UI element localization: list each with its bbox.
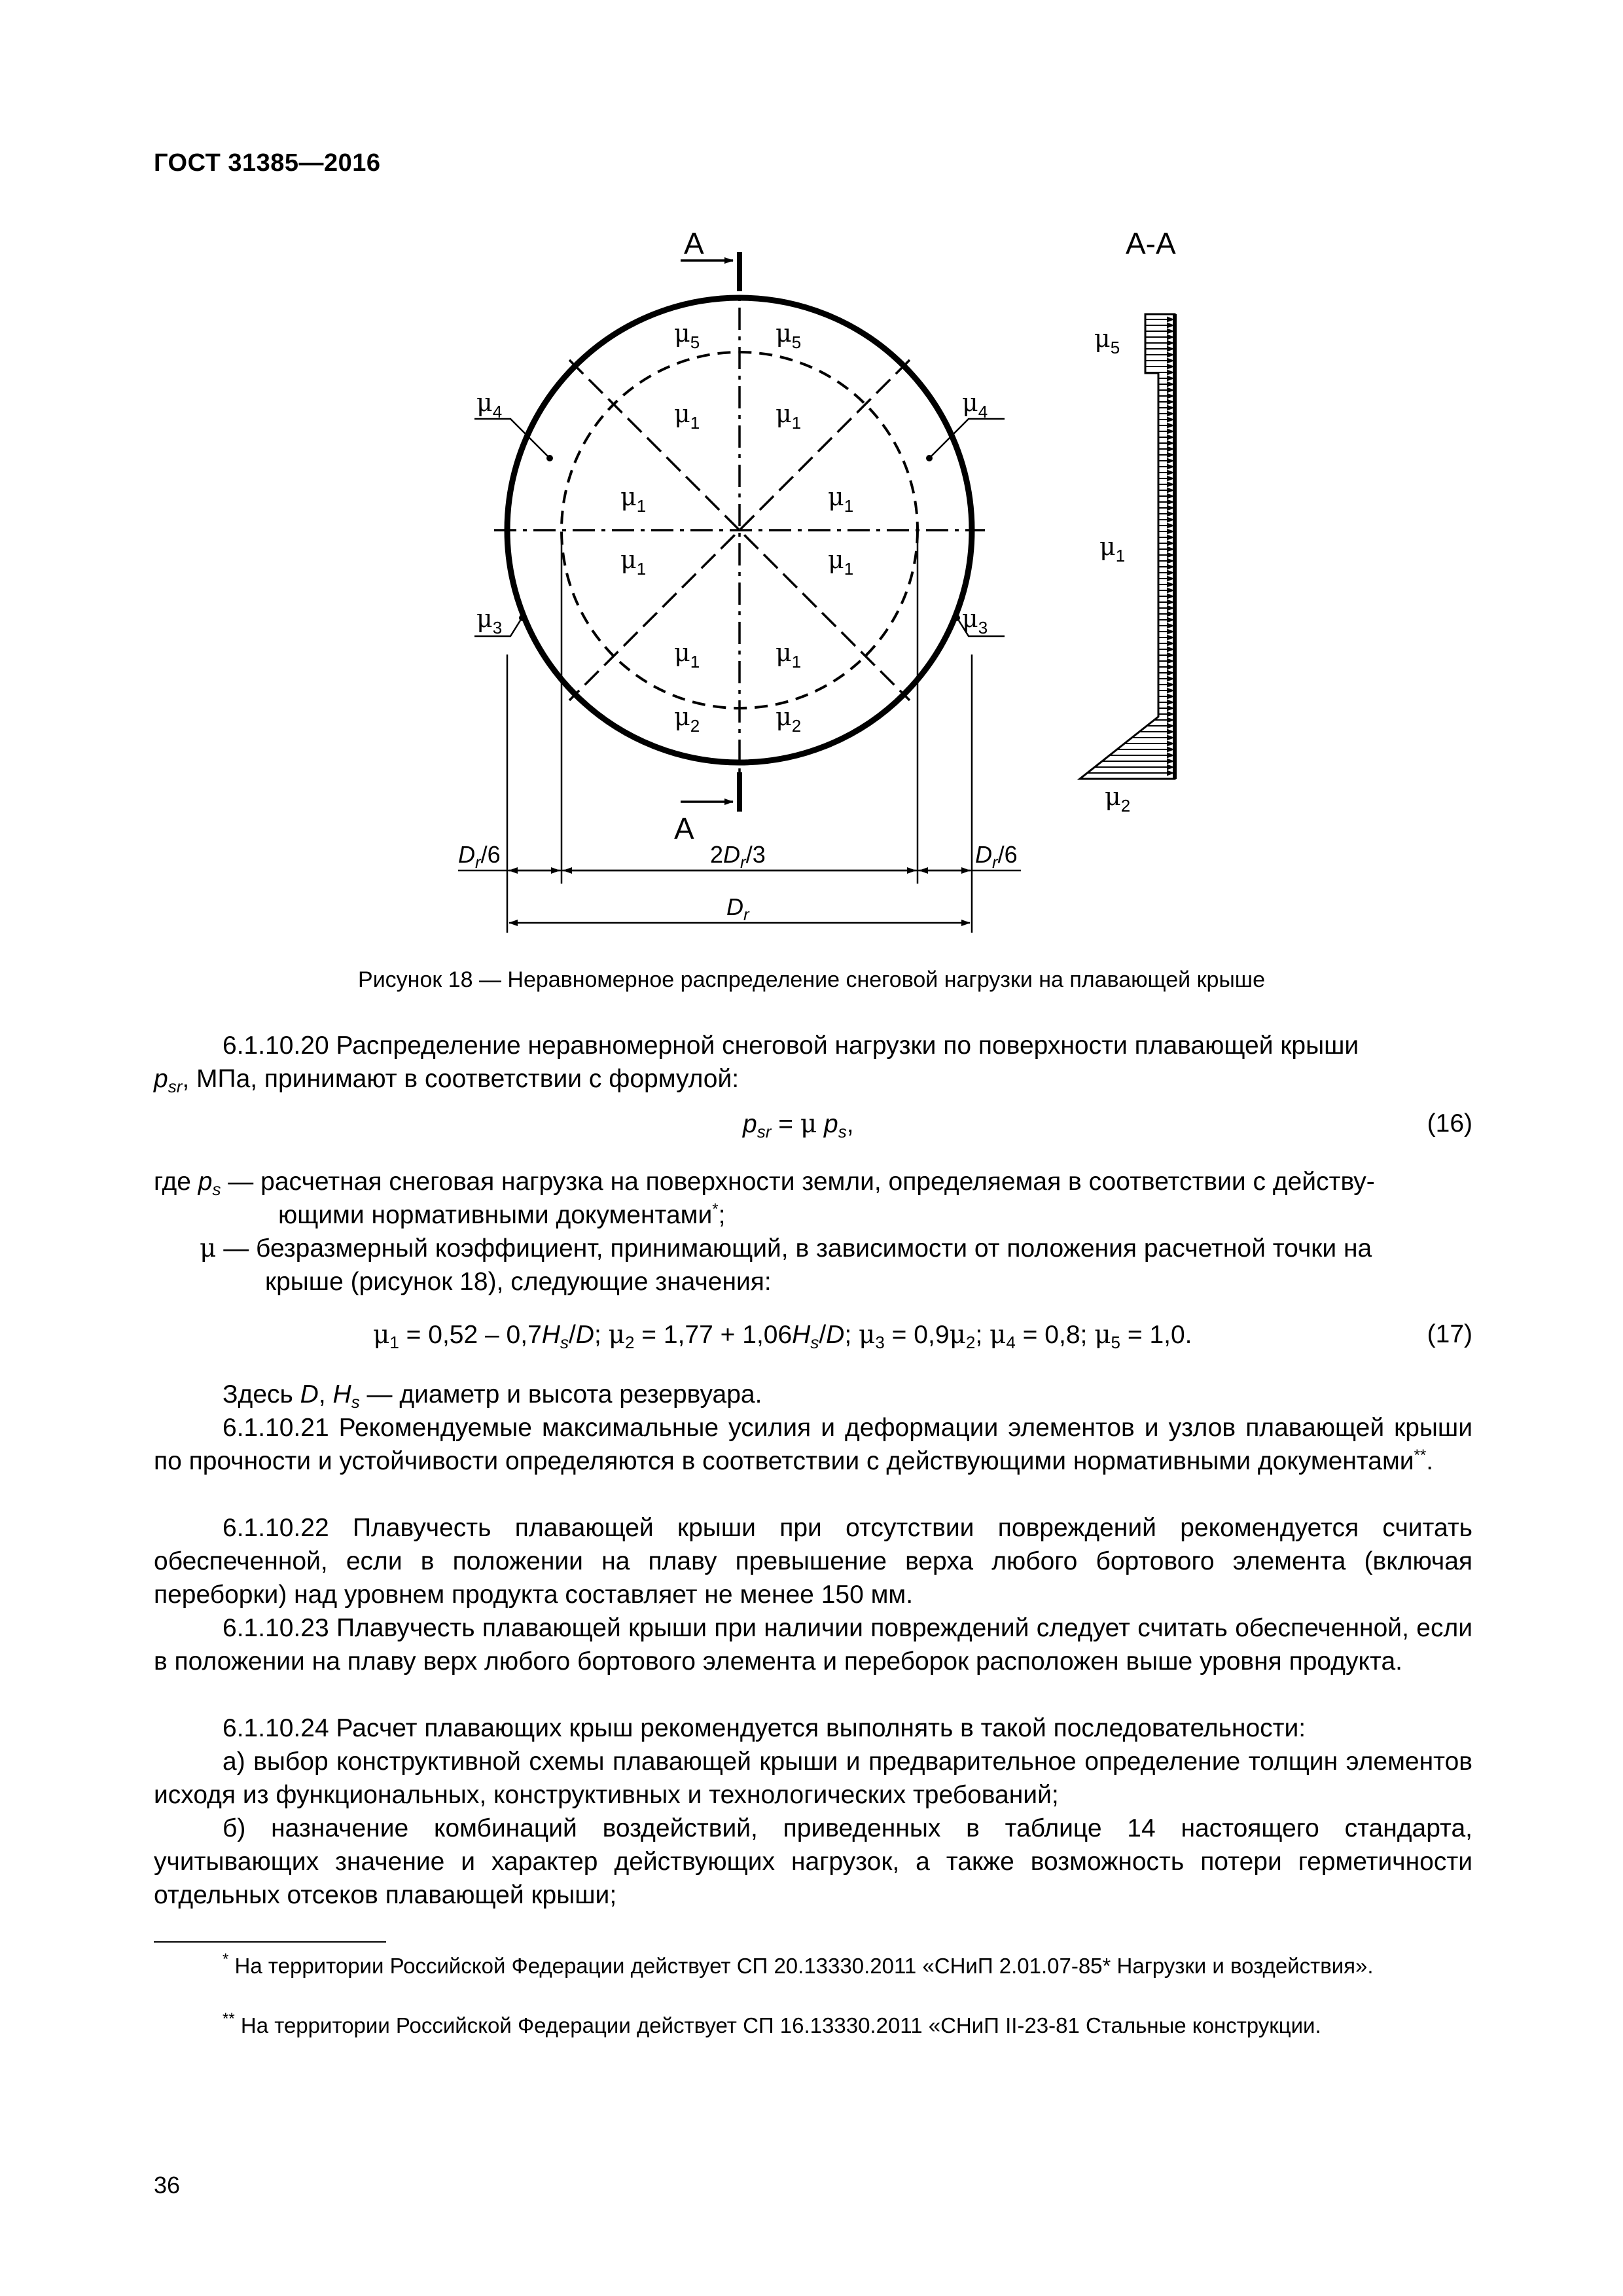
load-arrow-head bbox=[1168, 518, 1173, 522]
label-mu1-right-lower: $\mu_1$ bbox=[828, 545, 854, 579]
section-label-a-top: А bbox=[684, 226, 704, 260]
label-mu1-left-lower: $\mu_1$ bbox=[620, 545, 647, 579]
paragraph-6-1-10-20: 6.1.10.20 Распределение неравномерной снеговой нагрузки по поверхности плавающей крыши $p_{sr}$, МПа, принимают в соответствии с формулой: bbox=[154, 1031, 1359, 1096]
load-arrow-head bbox=[1168, 759, 1173, 763]
load-arrow-head bbox=[1168, 347, 1173, 351]
load-arrow-head bbox=[1168, 600, 1173, 604]
label-mu3-right: $\mu_3$ bbox=[962, 604, 988, 637]
load-arrow-head bbox=[1168, 429, 1173, 433]
load-arrow-head bbox=[1168, 559, 1173, 563]
load-arrow-head bbox=[1168, 706, 1173, 710]
where-mu: μ — безразмерный коэффициент, принимающий, в зависимости от положения расчетной точки на bbox=[200, 1234, 1372, 1263]
label-mu1-top-left: $\mu_1$ bbox=[674, 399, 700, 433]
load-arrow-head bbox=[1168, 641, 1173, 645]
load-arrow-head bbox=[1168, 671, 1173, 675]
figure-18-drawing bbox=[0, 0, 1623, 949]
load-arrow-head bbox=[1168, 323, 1173, 327]
load-arrow-head bbox=[1168, 482, 1173, 486]
section-label-mu2: $\mu_2$ bbox=[1105, 782, 1131, 816]
load-arrow-head bbox=[1168, 742, 1173, 745]
paragraph-here: Здесь D, $H_s$ — диаметр и высота резервуара. bbox=[223, 1380, 762, 1412]
load-arrow-head bbox=[1168, 771, 1173, 775]
figure-caption: Рисунок 18 — Неравномерное распределение снеговой нагрузки на плавающей крыше bbox=[358, 967, 1265, 992]
load-arrow-head bbox=[1168, 406, 1173, 410]
label-mu1-top-right: $\mu_1$ bbox=[776, 399, 802, 433]
label-mu4-left: $\mu_4$ bbox=[476, 388, 503, 422]
list-item-b: б) назначение комбинаций воздействий, приведенных в таблице 14 настоящего стандарта, учитывающих значение и характер действующих нагрузок, а также возможность потери герметичности отдельных отсеков плавающей крыши; bbox=[154, 1814, 1472, 1909]
load-arrow-head bbox=[1168, 683, 1173, 687]
load-arrow-head bbox=[1168, 612, 1173, 616]
load-arrow-head bbox=[1168, 594, 1173, 598]
load-arrow-head bbox=[1168, 365, 1173, 368]
load-arrow-head bbox=[1168, 647, 1173, 651]
load-arrow-head bbox=[1168, 553, 1173, 557]
load-arrow-head bbox=[1168, 471, 1173, 475]
load-arrow-head bbox=[1168, 524, 1173, 528]
load-arrow-head bbox=[1168, 335, 1173, 339]
load-arrow-head bbox=[1168, 529, 1173, 533]
section-title: А-А bbox=[1126, 226, 1176, 260]
load-arrow-head bbox=[1168, 700, 1173, 704]
load-arrow-head bbox=[1168, 412, 1173, 416]
load-arrow-head bbox=[1168, 547, 1173, 551]
load-arrow-head bbox=[1168, 370, 1173, 374]
leader-mu4-left bbox=[474, 419, 550, 458]
load-arrow-head bbox=[1168, 512, 1173, 516]
load-arrow-head bbox=[1168, 476, 1173, 480]
load-arrow-head bbox=[1168, 359, 1173, 363]
load-arrow-head bbox=[1168, 606, 1173, 610]
load-arrow-head bbox=[1168, 394, 1173, 398]
load-arrow-head bbox=[1168, 506, 1173, 510]
load-arrow-head bbox=[1168, 535, 1173, 539]
footnote-2: ** На территории Российской Федерации действует СП 16.13330.2011 «СНиП II-23-81 Стальные конструкции. bbox=[223, 2010, 1321, 2037]
label-mu5-left: $\mu_5$ bbox=[674, 319, 700, 352]
load-arrow-head bbox=[1168, 577, 1173, 581]
label-mu1-right-upper: $\mu_1$ bbox=[828, 482, 854, 516]
load-arrow-head bbox=[1168, 435, 1173, 439]
load-arrow-head bbox=[1168, 677, 1173, 681]
label-mu1-bottom-left: $\mu_1$ bbox=[674, 638, 700, 672]
load-arrow-head bbox=[1168, 730, 1173, 734]
load-arrow-head bbox=[1168, 441, 1173, 445]
paragraph-6-1-10-22: 6.1.10.22 Плавучесть плавающей крыши при отсутствии повреждений рекомендуется считать обеспеченной, если в положении на плаву превышение верха любого бортового элемента (включая переборки) над уровнем продукта составляет не менее 150 мм. bbox=[154, 1514, 1472, 1609]
dim-right-label: $D_r/6$ bbox=[975, 841, 1018, 872]
formula-17-number: (17) bbox=[1427, 1320, 1472, 1348]
load-arrow-head bbox=[1168, 494, 1173, 498]
load-arrow-head bbox=[1168, 341, 1173, 345]
dim-left-label: $D_r/6$ bbox=[458, 841, 501, 872]
where-mu-cont: крыше (рисунок 18), следующие значения: bbox=[265, 1268, 772, 1296]
where-ps: где $p_s$ — расчетная снеговая нагрузка на поверхности земли, определяемая в соответствии с действу- bbox=[154, 1168, 1375, 1199]
formula-17: $\mu_1 = 0,52 - 0,7H_s/D$; $\mu_2 = 1,77 + 1,06H_s/D$; $\mu_3 = 0,9\mu_2$; $\mu_4 = 0,8$; $\mu_5 = 1,0$. bbox=[373, 1320, 1192, 1352]
load-arrow-head bbox=[1168, 718, 1173, 722]
load-arrow-head bbox=[1168, 317, 1173, 321]
load-arrow-head bbox=[1168, 388, 1173, 392]
where-ps-cont: ющими нормативными документами*; bbox=[278, 1200, 726, 1229]
label-mu4-right: $\mu_4$ bbox=[962, 388, 988, 422]
label-mu2-right: $\mu_2$ bbox=[776, 702, 802, 736]
document-header: ГОСТ 31385—2016 bbox=[154, 149, 381, 177]
section-label-a-bottom: А bbox=[674, 812, 694, 846]
load-arrow-head bbox=[1168, 500, 1173, 504]
load-arrow-head bbox=[1168, 418, 1173, 422]
load-arrow-head bbox=[1168, 353, 1173, 357]
load-arrow-head bbox=[1168, 423, 1173, 427]
load-arrow-head bbox=[1168, 453, 1173, 457]
load-arrow-head bbox=[1168, 400, 1173, 404]
label-mu1-left-upper: $\mu_1$ bbox=[620, 482, 647, 516]
load-arrow-head bbox=[1168, 659, 1173, 663]
load-arrow-head bbox=[1168, 618, 1173, 622]
section-label-mu5: $\mu_5$ bbox=[1094, 324, 1120, 357]
footnote-1: * На территории Российской Федерации действует СП 20.13330.2011 «СНиП 2.01.07-85* Нагрузки и воздействия». bbox=[223, 1950, 1374, 1978]
load-arrow-head bbox=[1168, 665, 1173, 669]
load-arrow-head bbox=[1168, 753, 1173, 757]
load-arrow-head bbox=[1168, 459, 1173, 463]
load-arrow-head bbox=[1168, 565, 1173, 569]
load-arrow-head bbox=[1168, 465, 1173, 469]
load-arrow-head bbox=[1168, 747, 1173, 751]
paragraph-6-1-10-23: 6.1.10.23 Плавучесть плавающей крыши при наличии повреждений следует считать обеспеченной, если в положении на плаву верх любого бортового элемента и переборок расположен выше уровня продукта. bbox=[154, 1614, 1472, 1676]
load-arrow-head bbox=[1168, 541, 1173, 545]
dim-mid-label: $2D_r/3$ bbox=[710, 841, 766, 872]
load-arrow-head bbox=[1168, 329, 1173, 333]
paragraph-6-1-10-24: 6.1.10.24 Расчет плавающих крыш рекомендуется выполнять в такой последовательности: bbox=[223, 1714, 1306, 1742]
list-item-a: а) выбор конструктивной схемы плавающей крыши и предварительное определение толщин элементов исходя из функциональных, конструктивных и технологических требований; bbox=[154, 1748, 1472, 1809]
load-arrow-head bbox=[1168, 376, 1173, 380]
formula-16: $p_{sr} = \mu$ $p_s$, bbox=[743, 1109, 854, 1141]
load-arrow-head bbox=[1168, 765, 1173, 769]
label-mu2-left: $\mu_2$ bbox=[674, 702, 700, 736]
load-arrow-head bbox=[1168, 571, 1173, 575]
load-arrow-head bbox=[1168, 712, 1173, 716]
label-mu1-bottom-right: $\mu_1$ bbox=[776, 638, 802, 672]
formula-16-number: (16) bbox=[1427, 1109, 1472, 1138]
label-mu3-left: $\mu_3$ bbox=[476, 604, 503, 637]
load-arrow-head bbox=[1168, 724, 1173, 728]
dim-total-label: $D_r$ bbox=[726, 893, 749, 924]
page-number: 36 bbox=[154, 2172, 181, 2198]
leader-mu4-right bbox=[929, 419, 1005, 458]
section-label-mu1: $\mu_1$ bbox=[1099, 532, 1126, 565]
footnote-divider bbox=[154, 1941, 386, 1943]
load-arrow-head bbox=[1168, 630, 1173, 634]
load-arrow-head bbox=[1168, 653, 1173, 657]
paragraph-6-1-10-21: 6.1.10.21 Рекомендуемые максимальные усилия и деформации элементов и узлов плавающей крыши по прочности и устойчивости определяются в соответствии с действующими нормативными документами**. bbox=[154, 1414, 1472, 1475]
label-mu5-right: $\mu_5$ bbox=[776, 319, 802, 352]
load-arrow-head bbox=[1168, 694, 1173, 698]
load-arrow-head bbox=[1168, 583, 1173, 586]
load-arrow-head bbox=[1168, 447, 1173, 451]
load-arrow-head bbox=[1168, 488, 1173, 492]
load-arrow-head bbox=[1168, 689, 1173, 692]
load-arrow-head bbox=[1168, 382, 1173, 386]
load-arrow-head bbox=[1168, 588, 1173, 592]
load-arrow-head bbox=[1168, 636, 1173, 639]
load-arrow-head bbox=[1168, 736, 1173, 740]
load-arrow-head bbox=[1168, 624, 1173, 628]
